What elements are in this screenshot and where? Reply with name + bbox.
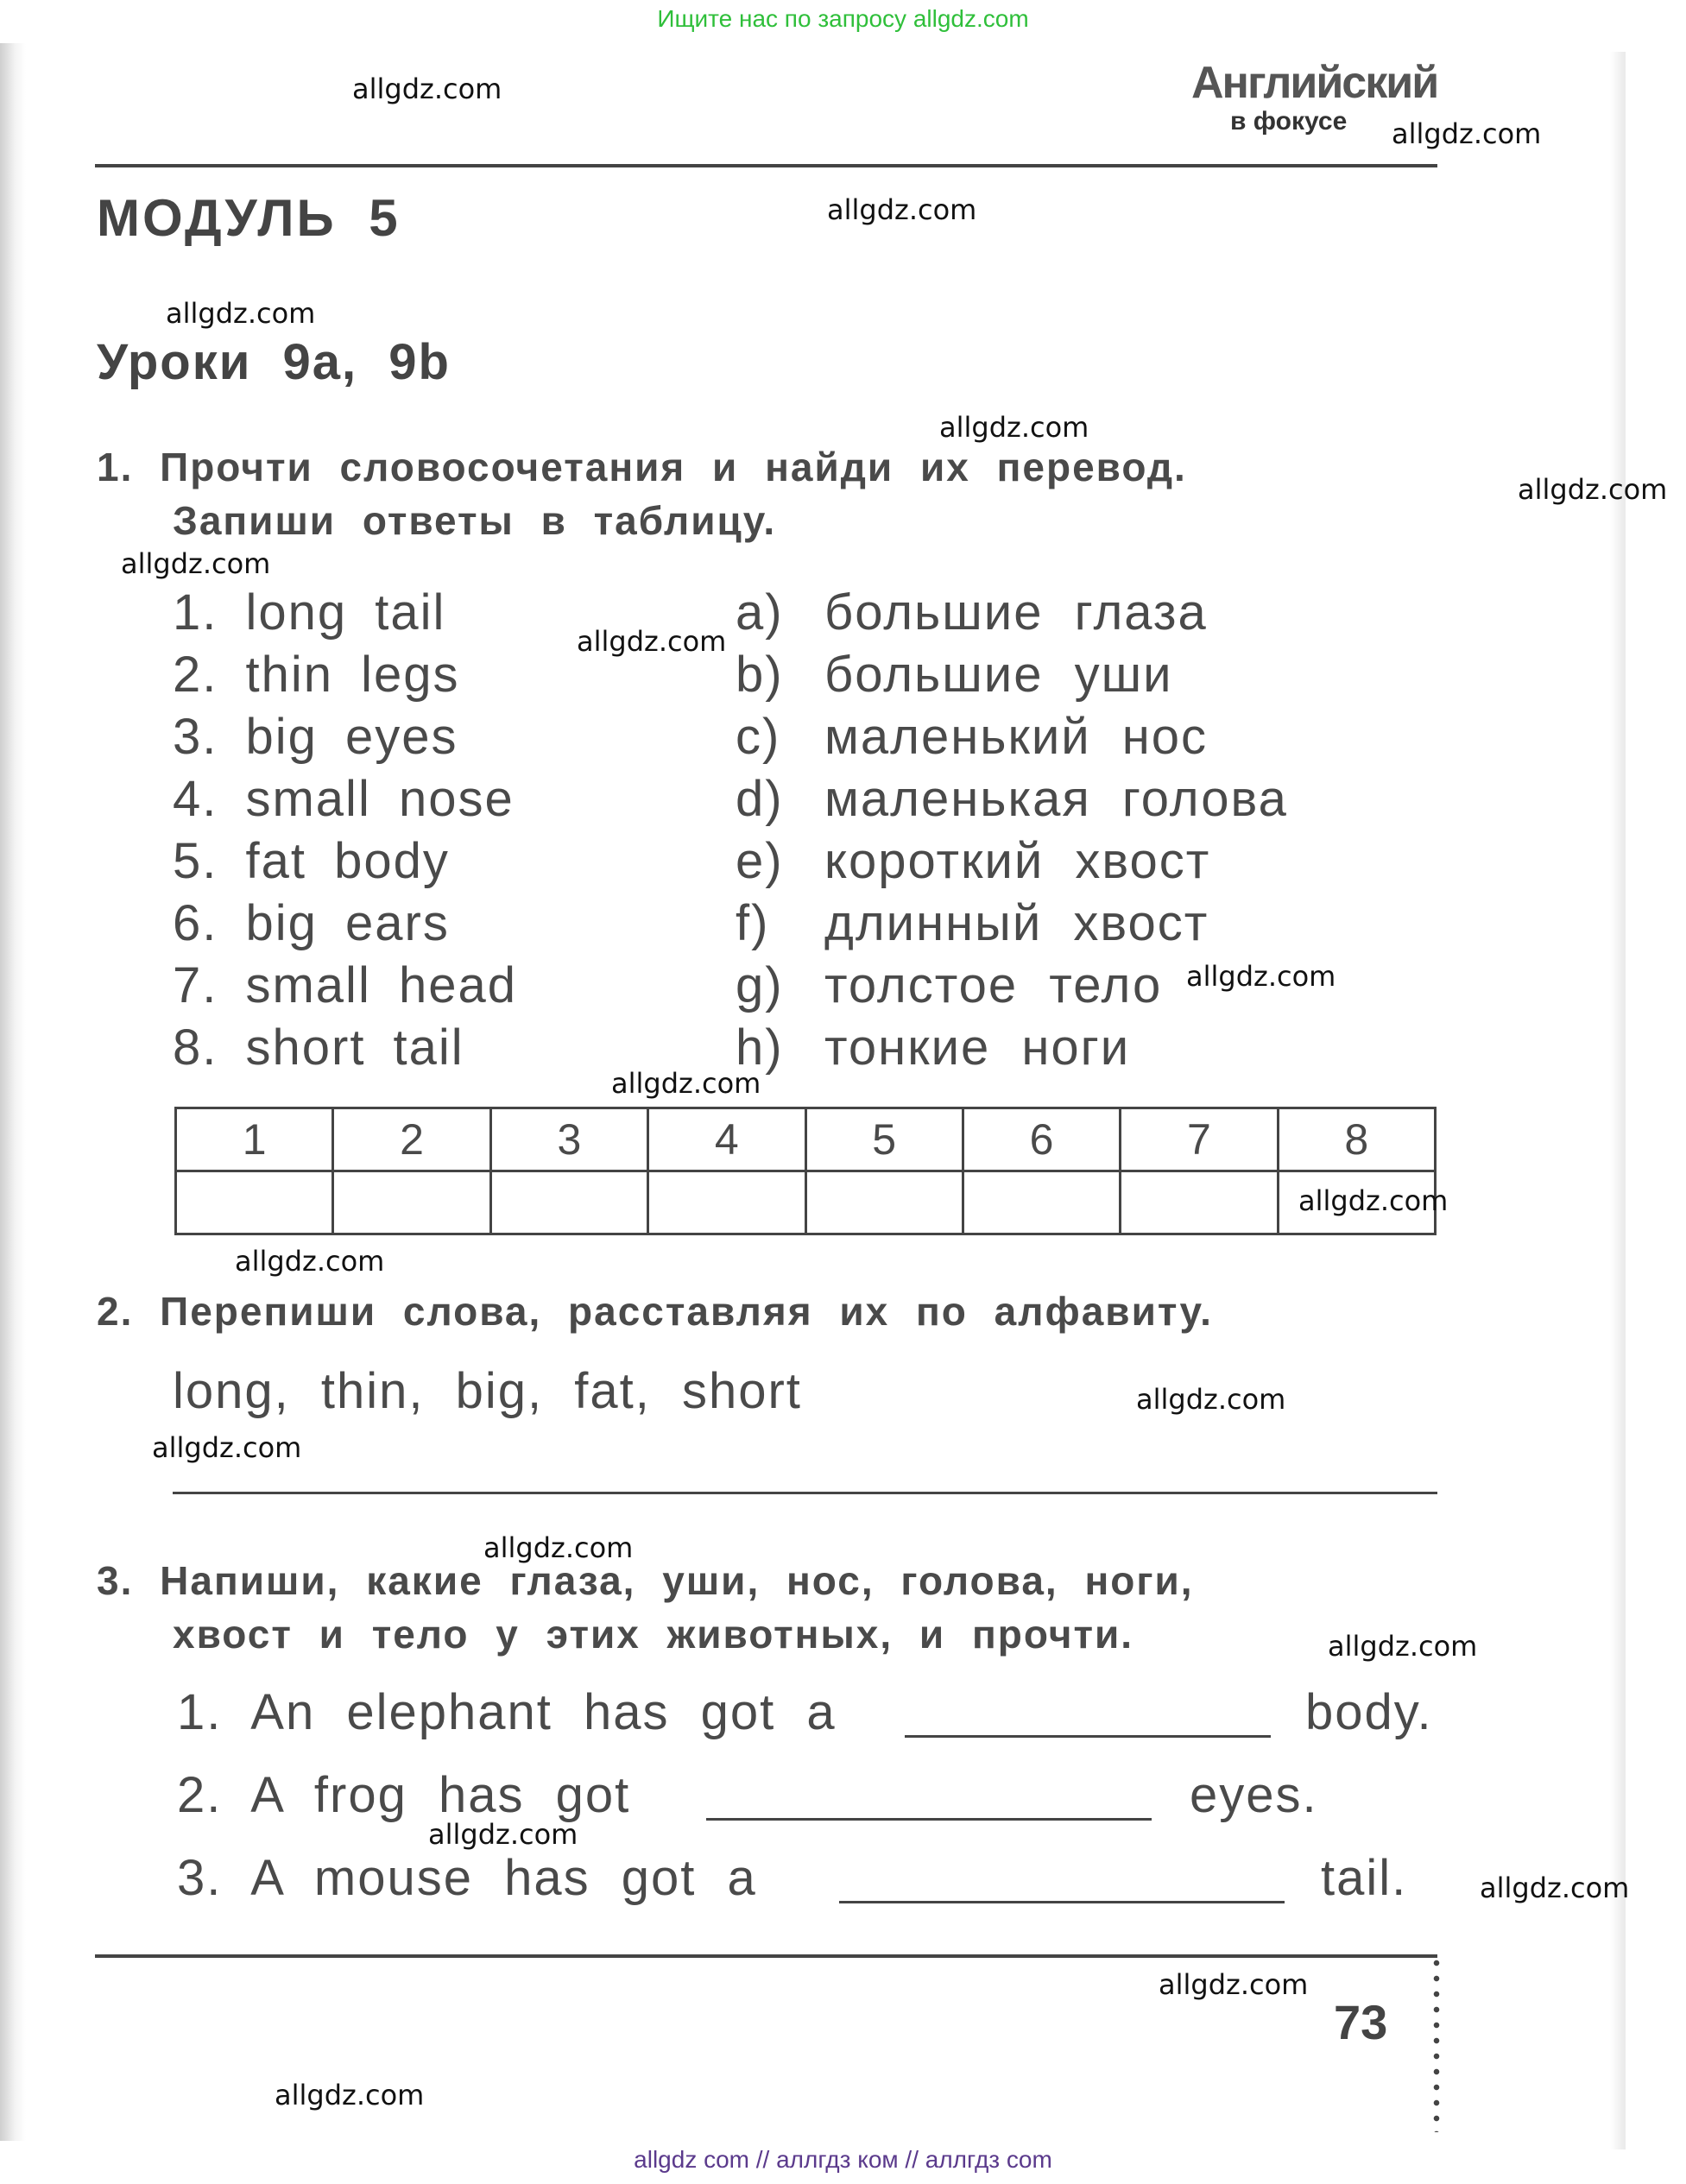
table-header-cell: 6 xyxy=(963,1108,1120,1171)
answer-cell[interactable] xyxy=(176,1171,333,1234)
phrase-ru: тонкие ноги xyxy=(824,1019,1131,1076)
phrase-ru: маленькая голова xyxy=(824,771,1288,827)
answer-cell[interactable] xyxy=(648,1171,805,1234)
phrase-en: 5. fat body xyxy=(173,833,450,889)
watermark: allgdz.com xyxy=(939,411,1089,444)
watermark: allgdz.com xyxy=(1186,960,1336,993)
sentence-2-start: 2. A frog has got xyxy=(177,1767,631,1823)
watermark: allgdz.com xyxy=(1518,473,1668,506)
sentence-1-start: 1. An elephant has got a xyxy=(177,1684,837,1740)
watermark: allgdz.com xyxy=(1392,117,1542,150)
phrase-en: 1. long tail xyxy=(173,584,446,641)
phrase-ru: маленький нос xyxy=(824,709,1209,765)
option-letter: a) xyxy=(736,584,784,641)
watermark: allgdz.com xyxy=(1298,1184,1449,1217)
page-edge-shadow xyxy=(0,43,26,2141)
watermark: allgdz.com xyxy=(152,1431,302,1464)
phrase-ru: короткий хвост xyxy=(824,833,1211,889)
sentence-1-end: body. xyxy=(1305,1684,1433,1740)
option-letter: d) xyxy=(736,771,784,827)
table-header-cell: 8 xyxy=(1278,1108,1435,1171)
answer-cell[interactable] xyxy=(490,1171,647,1234)
watermark: allgdz.com xyxy=(121,547,271,580)
phrase-en: 4. small nose xyxy=(173,771,515,827)
watermark: allgdz.com xyxy=(1328,1630,1478,1663)
phrase-en: 8. short tail xyxy=(173,1019,464,1076)
watermark: allgdz.com xyxy=(428,1818,578,1851)
answer-cell[interactable] xyxy=(1121,1171,1278,1234)
sentence-1-blank[interactable] xyxy=(905,1692,1271,1738)
sentence-3-start: 3. A mouse has got a xyxy=(177,1850,757,1906)
answer-cell[interactable] xyxy=(963,1171,1120,1234)
bottom-search-link[interactable]: allgdz com // аллгдз ком // аллгдз com xyxy=(634,2146,1052,2173)
header-rule xyxy=(95,164,1437,167)
phrase-ru: большие уши xyxy=(824,647,1173,703)
task1-heading: 1. Прочти словосочетания и найди их перевод. xyxy=(97,445,1187,489)
phrase-en: 7. small head xyxy=(173,957,517,1013)
watermark: allgdz.com xyxy=(577,625,727,658)
task3-heading: 3. Напиши, какие глаза, уши, нос, голова, ноги, xyxy=(97,1558,1194,1603)
top-search-link[interactable]: Ищите нас по запросу allgdz.com xyxy=(657,5,1029,32)
watermark: allgdz.com xyxy=(166,297,316,330)
footer-rule xyxy=(95,1954,1437,1958)
task2-words: long, thin, big, fat, short xyxy=(173,1363,802,1419)
answer-table xyxy=(174,1107,1437,1235)
task3-heading-cont: хвост и тело у этих животных, и прочти. xyxy=(173,1612,1134,1657)
phrase-ru: большие глаза xyxy=(824,584,1208,641)
watermark: allgdz.com xyxy=(483,1531,634,1564)
watermark: allgdz.com xyxy=(275,2079,425,2111)
option-letter: e) xyxy=(736,833,784,889)
answer-cell[interactable] xyxy=(333,1171,490,1234)
phrase-ru: длинный хвост xyxy=(824,895,1209,951)
perforation-dots xyxy=(1433,1955,1440,2132)
phrase-en: 6. big ears xyxy=(173,895,450,951)
task2-heading: 2. Перепиши слова, расставляя их по алфавиту. xyxy=(97,1289,1213,1334)
task2-answer-line[interactable] xyxy=(173,1492,1437,1494)
logo-title: Английский xyxy=(1191,58,1438,108)
module-title: МОДУЛЬ 5 xyxy=(97,189,401,247)
lesson-title: Уроки 9a, 9b xyxy=(97,334,451,390)
table-header-cell: 7 xyxy=(1121,1108,1278,1171)
table-header-cell: 2 xyxy=(333,1108,490,1171)
table-header-cell: 1 xyxy=(176,1108,333,1171)
table-header-cell: 4 xyxy=(648,1108,805,1171)
option-letter: f) xyxy=(736,895,770,951)
watermark: allgdz.com xyxy=(235,1245,385,1278)
table-header-cell: 5 xyxy=(805,1108,963,1171)
page-fold-shadow xyxy=(1610,52,1626,2149)
sentence-3-blank[interactable] xyxy=(839,1858,1285,1903)
page-number: 73 xyxy=(1334,1995,1388,2049)
sentence-3-end: tail. xyxy=(1321,1850,1408,1906)
table-header-cell: 3 xyxy=(490,1108,647,1171)
watermark: allgdz.com xyxy=(1136,1383,1286,1416)
option-letter: c) xyxy=(736,709,781,765)
option-letter: h) xyxy=(736,1019,784,1076)
option-letter: g) xyxy=(736,957,784,1013)
option-letter: b) xyxy=(736,647,784,703)
watermark: allgdz.com xyxy=(1480,1872,1630,1904)
watermark: allgdz.com xyxy=(352,73,502,105)
watermark: allgdz.com xyxy=(611,1067,761,1100)
answer-cell[interactable] xyxy=(805,1171,963,1234)
watermark: allgdz.com xyxy=(827,193,977,226)
phrase-en: 2. thin legs xyxy=(173,647,460,703)
watermark: allgdz.com xyxy=(1159,1968,1309,2001)
task1-heading-cont: Запиши ответы в таблицу. xyxy=(173,498,777,543)
sentence-2-blank[interactable] xyxy=(706,1775,1152,1821)
sentence-2-end: eyes. xyxy=(1190,1767,1318,1823)
phrase-ru: толстое тело xyxy=(824,957,1163,1013)
logo-subtitle: в фокусе xyxy=(1230,107,1348,136)
phrase-en: 3. big eyes xyxy=(173,709,458,765)
